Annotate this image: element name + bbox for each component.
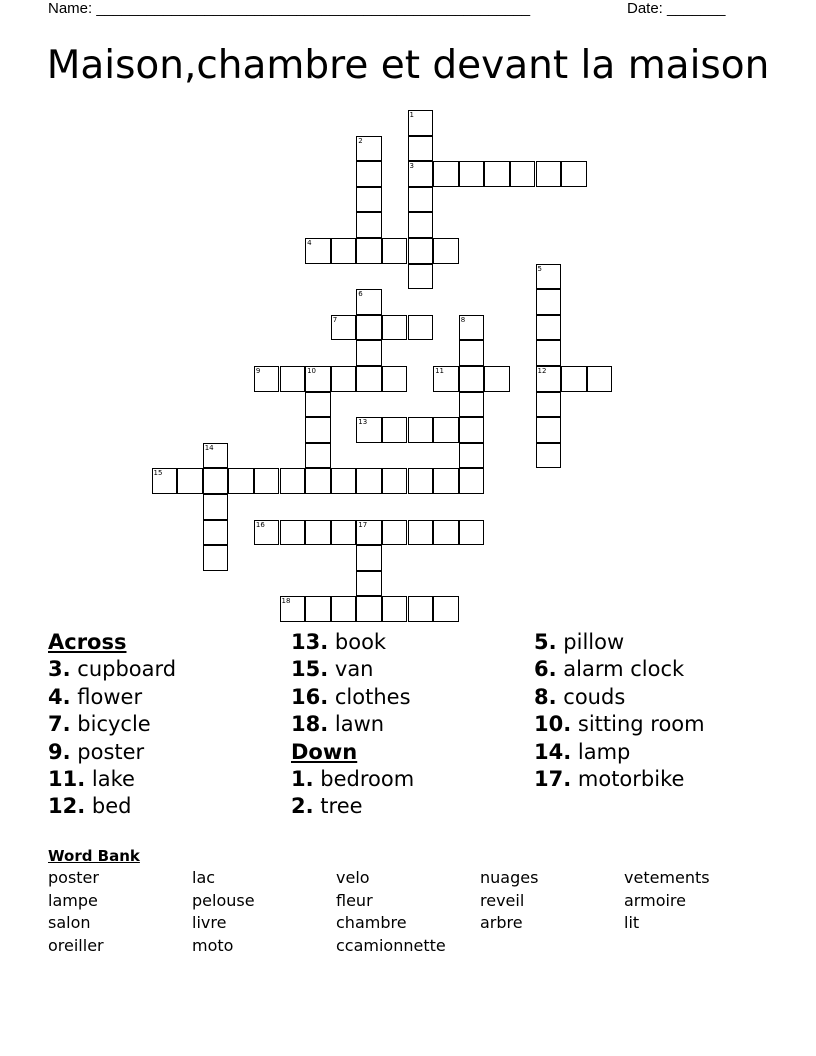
grid-cell[interactable] xyxy=(536,392,562,418)
grid-cell[interactable] xyxy=(382,238,408,264)
clue-number: 8 xyxy=(460,315,466,324)
clue-down-5: 5. pillow xyxy=(534,630,625,654)
grid-cell[interactable] xyxy=(484,366,510,392)
grid-cell[interactable] xyxy=(203,468,229,494)
word-bank-word: oreiller xyxy=(48,935,104,955)
clue-down-2: 2. tree xyxy=(291,794,363,819)
grid-cell[interactable] xyxy=(305,468,331,494)
clue-number: 17 xyxy=(358,520,368,529)
clue-number: 12 xyxy=(537,367,547,375)
word-bank-word: lac xyxy=(192,868,216,887)
grid-cell[interactable] xyxy=(408,520,434,546)
grid-cell[interactable] xyxy=(510,161,536,187)
word-bank-word: livre xyxy=(192,913,227,932)
grid-cell[interactable] xyxy=(433,468,459,494)
clue-across-13: 13. book xyxy=(291,630,387,654)
grid-cell[interactable] xyxy=(331,468,357,494)
word-bank-word: reveil xyxy=(480,890,525,910)
clue-column-3 xyxy=(534,629,705,793)
grid-cell[interactable] xyxy=(356,545,382,571)
grid-cell[interactable] xyxy=(536,161,562,187)
clue-number: 16 xyxy=(255,520,265,529)
grid-cell[interactable] xyxy=(331,366,357,392)
grid-cell[interactable] xyxy=(331,520,357,546)
grid-cell[interactable] xyxy=(408,264,434,290)
clue-number: 10 xyxy=(307,367,317,375)
word-bank-word: arbre xyxy=(480,913,523,932)
clue-across-4: 4. flower xyxy=(48,684,143,709)
clue-number: 7 xyxy=(332,315,338,324)
grid-cell[interactable] xyxy=(254,468,280,494)
clue-number: 2 xyxy=(358,136,363,145)
grid-cell[interactable] xyxy=(536,417,562,443)
grid-cell[interactable] xyxy=(536,289,562,315)
clue-down-1: 1. bedroom xyxy=(291,767,415,792)
grid-cell[interactable] xyxy=(305,417,331,443)
grid-cell[interactable] xyxy=(459,417,485,443)
grid-cell[interactable] xyxy=(356,187,382,213)
grid-cell[interactable] xyxy=(331,596,357,622)
grid-cell[interactable] xyxy=(408,315,434,341)
grid-cell[interactable] xyxy=(382,520,408,546)
grid-cell[interactable] xyxy=(382,596,408,622)
word-bank-word: moto xyxy=(192,935,234,955)
clue-across-18: 18. lawn xyxy=(291,712,385,737)
clue-number: 9 xyxy=(255,367,261,375)
grid-cell[interactable] xyxy=(203,494,229,520)
grid-cell[interactable] xyxy=(408,187,434,213)
grid-cell[interactable] xyxy=(459,520,485,546)
grid-cell[interactable] xyxy=(228,468,254,494)
word-bank-word: pelouse xyxy=(192,890,255,910)
clue-across-3: 3. cupboard xyxy=(48,657,177,682)
grid-cell[interactable] xyxy=(356,340,382,366)
down-heading: Down xyxy=(291,739,358,764)
grid-cell[interactable] xyxy=(484,161,510,187)
across-heading: Across xyxy=(48,630,127,654)
clue-down-6: 6. alarm clock xyxy=(534,657,685,682)
grid-cell[interactable] xyxy=(356,571,382,597)
clue-down-10: 10. sitting room xyxy=(534,712,705,737)
clue-number: 15 xyxy=(153,469,163,478)
word-bank-title: Word Bank xyxy=(48,847,140,865)
grid-cell[interactable] xyxy=(305,443,331,469)
grid-cell[interactable] xyxy=(408,468,434,494)
word-bank-word: fleur xyxy=(336,890,373,910)
grid-cell[interactable] xyxy=(382,366,408,392)
clue-down-17: 17. motorbike xyxy=(534,767,685,792)
grid-cell[interactable] xyxy=(536,315,562,341)
grid-cell[interactable] xyxy=(280,520,306,546)
word-bank-word: poster xyxy=(48,868,99,887)
date-line: Date: _______ xyxy=(627,0,726,17)
clue-number: 5 xyxy=(537,264,542,273)
grid-cell[interactable] xyxy=(459,161,485,187)
grid-cell[interactable] xyxy=(356,468,382,494)
grid-cell[interactable] xyxy=(305,596,331,622)
clue-across-15: 15. van xyxy=(291,657,374,682)
grid-cell[interactable] xyxy=(382,417,408,443)
clue-number: 11 xyxy=(435,367,445,375)
grid-cell[interactable] xyxy=(433,417,459,443)
grid-cell[interactable] xyxy=(433,520,459,546)
clue-number: 14 xyxy=(204,443,214,452)
grid-cell[interactable] xyxy=(280,366,306,392)
grid-cell[interactable] xyxy=(305,392,331,418)
word-bank-word: velo xyxy=(336,868,370,887)
word-bank-word: ccamionnette xyxy=(336,935,446,955)
grid-cell[interactable] xyxy=(382,315,408,341)
clue-number: 4 xyxy=(307,239,312,247)
word-bank-word: chambre xyxy=(336,913,407,932)
grid-cell[interactable] xyxy=(331,238,357,264)
word-bank-word: vetements xyxy=(624,868,710,887)
word-bank-word: armoire xyxy=(624,890,686,910)
word-bank-word: lampe xyxy=(48,890,98,910)
clue-column-2 xyxy=(291,629,414,821)
clue-number: 18 xyxy=(281,597,291,606)
clue-across-7: 7. bicycle xyxy=(48,712,151,737)
grid-cell[interactable] xyxy=(459,340,485,366)
clue-number: 1 xyxy=(409,111,414,119)
clue-number: 6 xyxy=(358,290,363,299)
clue-number: 13 xyxy=(358,418,368,427)
grid-cell[interactable] xyxy=(280,468,306,494)
grid-cell[interactable] xyxy=(587,366,613,392)
grid-cell[interactable] xyxy=(561,366,587,392)
word-bank-word: lit xyxy=(624,913,640,932)
grid-cell[interactable] xyxy=(356,315,382,341)
grid-cell[interactable] xyxy=(433,161,459,187)
clue-number: 3 xyxy=(409,162,414,171)
word-bank-word: nuages xyxy=(480,868,539,887)
grid-cell[interactable] xyxy=(203,545,229,571)
grid-cell[interactable] xyxy=(408,596,434,622)
grid-cell[interactable] xyxy=(408,136,434,162)
name-line: Name: ____________________________________________________ xyxy=(48,0,531,17)
grid-cell[interactable] xyxy=(536,340,562,366)
grid-cell[interactable] xyxy=(459,443,485,469)
grid-cell[interactable] xyxy=(433,596,459,622)
clue-down-8: 8. couds xyxy=(534,684,626,709)
grid-cell[interactable] xyxy=(433,238,459,264)
grid-cell[interactable] xyxy=(561,161,587,187)
grid-cell[interactable] xyxy=(356,238,382,264)
grid-cell[interactable] xyxy=(459,392,485,418)
grid-cell[interactable] xyxy=(356,596,382,622)
clue-across-12: 12. bed xyxy=(48,794,132,819)
grid-cell[interactable] xyxy=(356,161,382,187)
clue-across-16: 16. clothes xyxy=(291,684,411,709)
word-bank-word: salon xyxy=(48,913,91,932)
grid-cell[interactable] xyxy=(459,468,485,494)
grid-cell[interactable] xyxy=(356,212,382,238)
grid-cell[interactable] xyxy=(305,520,331,546)
grid-cell[interactable] xyxy=(459,366,485,392)
grid-cell[interactable] xyxy=(203,520,229,546)
grid-cell[interactable] xyxy=(408,417,434,443)
grid-cell[interactable] xyxy=(356,366,382,392)
page-title: Maison,chambre et devant la maison xyxy=(46,43,770,88)
grid-cell[interactable] xyxy=(408,238,434,264)
grid-cell[interactable] xyxy=(177,468,203,494)
grid-cell[interactable] xyxy=(382,468,408,494)
clue-column-1 xyxy=(48,629,176,821)
clue-across-11: 11. lake xyxy=(48,767,135,792)
clue-down-14: 14. lamp xyxy=(534,739,631,764)
grid-cell[interactable] xyxy=(408,212,434,238)
grid-cell[interactable] xyxy=(536,443,562,469)
clue-across-9: 9. poster xyxy=(48,739,145,764)
